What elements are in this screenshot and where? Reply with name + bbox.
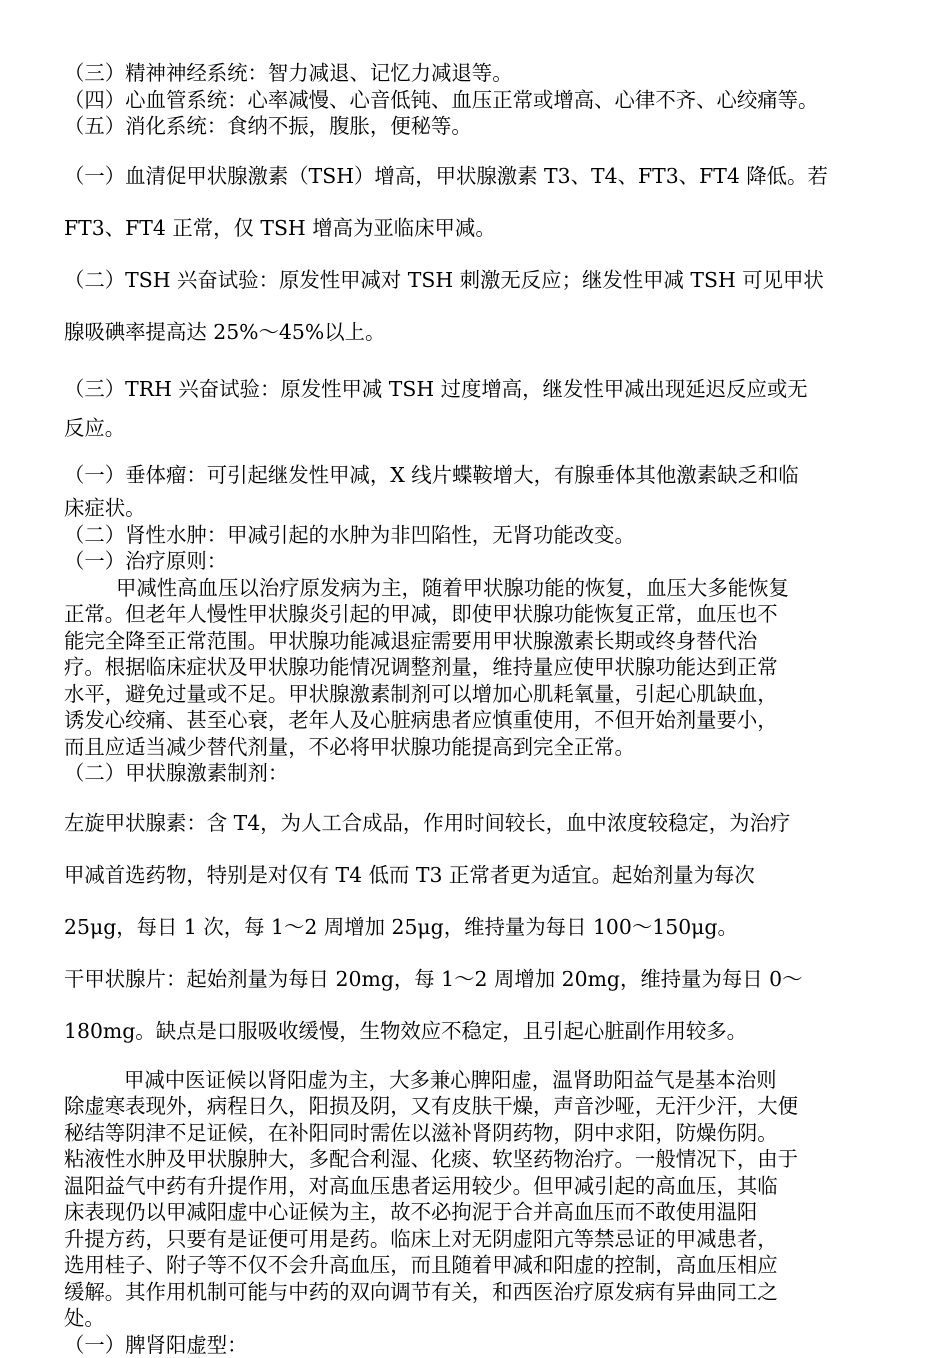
- text-line: （一）血清促甲状腺激素（TSH）增高，甲状腺激素 T3、T4、FT3、FT4 降低。若: [64, 150, 886, 202]
- text-line: 正常。但老年人慢性甲状腺炎引起的甲减，即使甲状腺功能恢复正常，血压也不: [64, 601, 886, 628]
- document-page: [64, 60, 886, 1358]
- text-line: （三）精神神经系统：智力减退、记忆力减退等。: [64, 60, 886, 87]
- tcm-paragraph: [64, 1067, 886, 1358]
- symptom-list: [64, 60, 886, 140]
- text-line: 处。: [64, 1305, 886, 1332]
- text-line: 腺吸碘率提高达 25%～45%以上。: [64, 306, 886, 358]
- text-line: 25μg，每日 1 次，每 1～2 周增加 25μg，维持量为每日 100～150μg。: [64, 901, 886, 953]
- differential-pituitary: [64, 455, 886, 522]
- text-line: 甲减中医证候以肾阳虚为主，大多兼心脾阳虚，温肾助阳益气是基本治则: [64, 1067, 886, 1094]
- differential-renal: [64, 522, 886, 575]
- text-line: （四）心血管系统：心率减慢、心音低钝、血压正常或增高、心律不齐、心绞痛等。: [64, 87, 886, 114]
- text-line: 床表现仍以甲减阳虚中心证候为主，故不必拘泥于合并高血压而不敢使用温阳: [64, 1199, 886, 1226]
- text-line: 选用桂子、附子等不仅不会升高血压，而且随着甲减和阳虚的控制，高血压相应: [64, 1252, 886, 1279]
- text-line: （二）TSH 兴奋试验：原发性甲减对 TSH 刺激无反应；继发性甲减 TSH 可见甲状: [64, 254, 886, 306]
- text-line: 反应。: [64, 415, 886, 442]
- lab-tsh-paragraph: [64, 150, 886, 254]
- text-line: （五）消化系统：食纳不振，腹胀，便秘等。: [64, 113, 886, 140]
- text-line: 甲减首选药物，特别是对仅有 T4 低而 T3 正常者更为适宜。起始剂量为每次: [64, 849, 886, 901]
- text-line: （一）脾肾阳虚型：: [64, 1332, 886, 1358]
- text-line: 左旋甲状腺素：含 T4，为人工合成品，作用时间较长，血中浓度较稳定，为治疗: [64, 797, 886, 849]
- text-line: 疗。根据临床症状及甲状腺功能情况调整剂量，维持量应使甲状腺功能达到正常: [64, 654, 886, 681]
- text-line: （二）甲状腺激素制剂：: [64, 760, 886, 787]
- text-line: 干甲状腺片：起始剂量为每日 20mg，每 1～2 周增加 20mg，维持量为每日 0～: [64, 953, 886, 1005]
- tsh-test-paragraph: [64, 254, 886, 358]
- text-line: 而且应适当减少替代剂量，不必将甲状腺功能提高到完全正常。: [64, 734, 886, 761]
- text-line: 缓解。其作用机制可能与中药的双向调节有关，和西医治疗原发病有异曲同工之: [64, 1279, 886, 1306]
- text-line: 床症状。: [64, 495, 886, 522]
- text-line: 水平，避免过量或不足。甲状腺激素制剂可以增加心肌耗氧量，引起心肌缺血，: [64, 681, 886, 708]
- text-line: 诱发心绞痛、甚至心衰，老年人及心脏病患者应慎重使用，不但开始剂量要小，: [64, 707, 886, 734]
- text-line: 粘液性水肿及甲状腺肿大，多配合利湿、化痰、软坚药物治疗。一般情况下，由于: [64, 1146, 886, 1173]
- text-line: 能完全降至正常范围。甲状腺功能减退症需要用甲状腺激素长期或终身替代治: [64, 628, 886, 655]
- text-line: 甲减性高血压以治疗原发病为主，随着甲状腺功能的恢复，血压大多能恢复: [64, 575, 886, 602]
- treatment-principle-paragraph: [64, 575, 886, 787]
- text-line: FT3、FT4 正常，仅 TSH 增高为亚临床甲减。: [64, 202, 886, 254]
- text-line: 秘结等阴津不足证候，在补阳同时需佐以滋补肾阴药物，阴中求阳，防燥伤阴。: [64, 1120, 886, 1147]
- text-line: （一）治疗原则：: [64, 548, 886, 575]
- text-line: （三）TRH 兴奋试验：原发性甲减 TSH 过度增高，继发性甲减出现延迟反应或无: [64, 363, 886, 415]
- text-line: 温阳益气中药有升提作用，对高血压患者运用较少。但甲减引起的高血压，其临: [64, 1173, 886, 1200]
- text-line: （一）垂体瘤：可引起继发性甲减，X 线片蝶鞍增大，有腺垂体其他激素缺乏和临: [64, 455, 886, 495]
- text-line: 除虚寒表现外，病程日久，阳损及阴，又有皮肤干燥，声音沙哑，无汗少汗，大便: [64, 1093, 886, 1120]
- text-line: （二）肾性水肿：甲减引起的水肿为非凹陷性，无肾功能改变。: [64, 522, 886, 549]
- trh-test-paragraph: [64, 363, 886, 442]
- drug-paragraph: [64, 797, 886, 1057]
- text-line: 180mg。缺点是口服吸收缓慢，生物效应不稳定，且引起心脏副作用较多。: [64, 1005, 886, 1057]
- text-line: 升提方药，只要有是证便可用是药。临床上对无阴虚阳亢等禁忌证的甲减患者，: [64, 1226, 886, 1253]
